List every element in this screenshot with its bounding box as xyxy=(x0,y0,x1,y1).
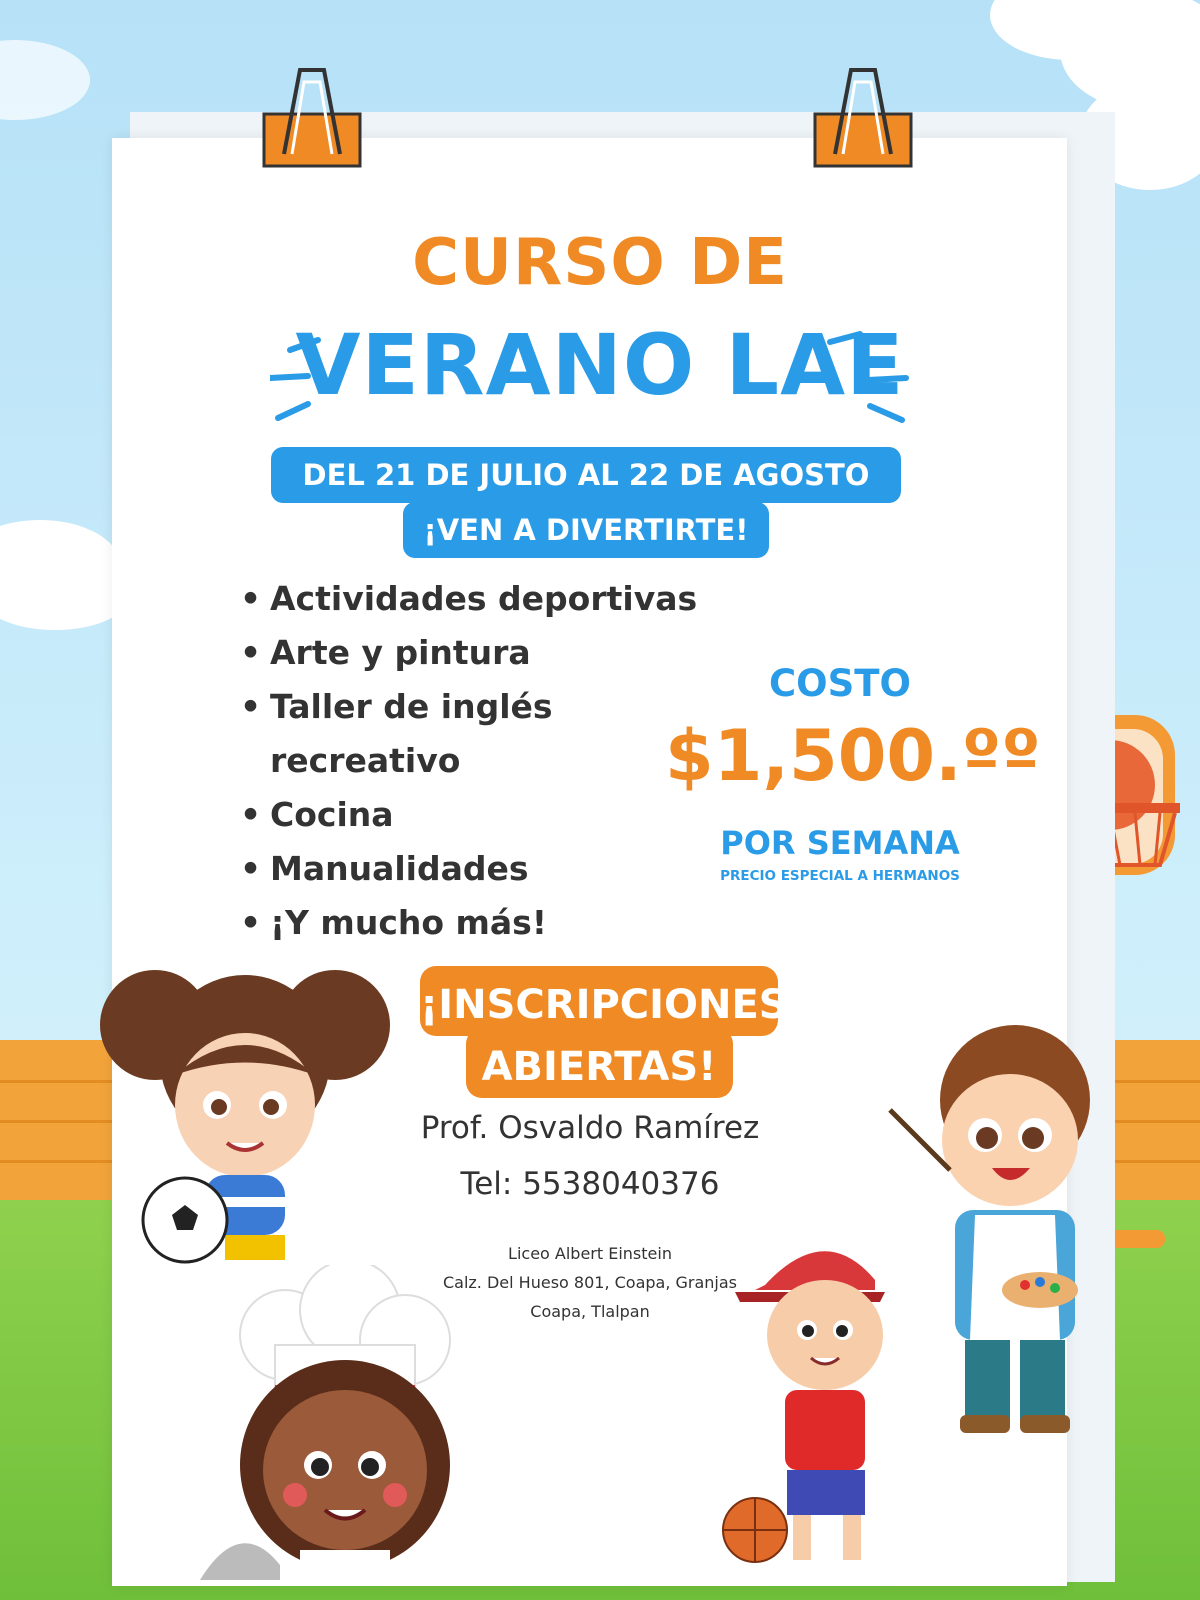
registration-line-1: ¡INSCRIPCIONES xyxy=(420,982,788,1028)
title-line-1: CURSO DE xyxy=(412,226,788,300)
list-item: • Actividades deportivas xyxy=(240,572,700,626)
cloud xyxy=(0,40,90,120)
activities-list xyxy=(240,572,700,950)
date-text: DEL 21 DE JULIO AL 22 DE AGOSTO xyxy=(302,458,870,492)
list-item: • Arte y pintura xyxy=(240,626,700,680)
price-period: POR SEMANA xyxy=(720,824,960,862)
teacher-name: Prof. Osvaldo Ramírez xyxy=(420,1110,760,1146)
list-item: • Taller de inglés recreativo xyxy=(240,680,700,788)
registration-text xyxy=(420,974,788,1098)
list-item: • Cocina xyxy=(240,788,700,842)
girl-soccer-illustration xyxy=(95,965,395,1275)
phone-number: Tel: 5538040376 xyxy=(460,1166,720,1202)
price: $1,500.ºº xyxy=(665,715,1041,797)
tagline-text: ¡VEN A DIVERTIRTE! xyxy=(423,513,749,547)
boy-painter-illustration xyxy=(880,1020,1130,1450)
cloud xyxy=(0,560,130,630)
chef-girl-illustration xyxy=(200,1265,470,1580)
list-item: • Manualidades xyxy=(240,842,700,896)
street-address: Calz. Del Hueso 801, Coapa, Granjas xyxy=(442,1273,738,1292)
registration-line-2: ABIERTAS! xyxy=(481,1044,717,1090)
school-name: Liceo Albert Einstein xyxy=(508,1244,672,1263)
title-line-2: VERANO LAE xyxy=(295,316,905,414)
sibling-note: PRECIO ESPECIAL A HERMANOS xyxy=(720,868,960,884)
cost-label: COSTO xyxy=(769,662,911,705)
binder-clip-icon xyxy=(813,62,913,172)
list-item: • ¡Y mucho más! xyxy=(240,896,700,950)
binder-clip-icon xyxy=(262,62,362,172)
area-address: Coapa, Tlalpan xyxy=(530,1302,650,1321)
